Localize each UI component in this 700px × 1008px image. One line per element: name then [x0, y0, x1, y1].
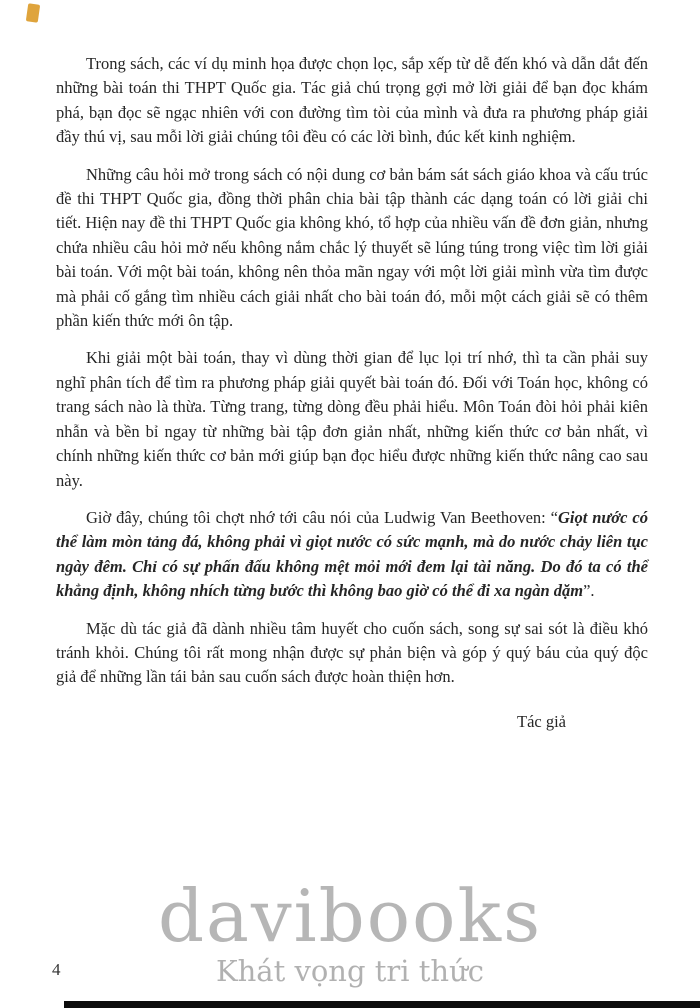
preface-content: [56, 52, 648, 734]
preface-paragraph-3: Khi giải một bài toán, thay vì dùng thời gian để lục lọi trí nhớ, thì ta cần phải suy nghĩ phân tích để tìm ra phương pháp giải quyết bài toán đó. Đối với Toán học, không có trang sách nào là thừa. Từng trang, từng dòng đều phải hiểu. Môn Toán đòi hỏi phải kiên nhẫn và bền bỉ ngay từ những bài tập đơn giản nhất, những kiến thức cơ bản nhất, vì chính những kiến thức cơ bản mới giúp bạn đọc hiểu được những kiến thức nâng cao sau này.: [56, 348, 648, 490]
quote-intro-text: Giờ đây, chúng tôi chợt nhớ tới câu nói của Ludwig Van Beethoven: “: [86, 507, 558, 527]
watermark-tagline: Khát vọng tri thức: [215, 954, 485, 988]
preface-paragraph-1: Trong sách, các ví dụ minh họa được chọn lọc, sắp xếp từ dễ đến khó và dẫn dắt đến những bài toán thi THPT Quốc gia. Tác giả chú trọng gợi mở lời giải để bạn đọc khám phá, bạn đọc sẽ ngạc nhiên với con đường tìm tòi của mình và đưa ra phương pháp giải đầy thú vị, sau mỗi lời giải chúng tôi đều có các lời bình, đúc kết kinh nghiệm.: [56, 54, 648, 147]
preface-paragraph-closing: Mặc dù tác giả đã dành nhiều tâm huyết cho cuốn sách, song sự sai sót là điều khó tránh khỏi. Chúng tôi rất mong nhận được sự phản biện và góp ý quý báu của quý độc giả để những lần tái bản sau cuốn sách được hoàn thiện hơn.: [56, 618, 648, 687]
preface-paragraph-quote: [56, 506, 648, 604]
watermark-brand: davibooks: [157, 874, 543, 958]
bottom-scan-bar: [64, 1001, 700, 1008]
quote-closing-mark: ”.: [583, 581, 595, 601]
watermark: [0, 874, 700, 988]
preface-paragraph-2: Những câu hỏi mở trong sách có nội dung cơ bản bám sát sách giáo khoa và cấu trúc đề thi THPT Quốc gia, đồng thời phân chia bài tập thành các dạng toán có lời giải chi tiết. Hiện nay đề thi THPT Quốc gia không khó, tổ hợp của nhiều vấn đề đơn giản, nhưng chứa nhiều câu hỏi mở nếu không nắm chắc lý thuyết sẽ lúng túng trong việc tìm lời giải bài toán. Với một bài toán, không nên thỏa mãn ngay với một lời giải mình vừa tìm được mà phải cố gắng tìm nhiều cách giải nhất cho bài toán đó, mỗi một cách giải sẽ có thêm phần kiến thức mới ôn tập.: [56, 164, 648, 331]
author-signature: Tác giả: [516, 711, 566, 731]
beethoven-quote-text: Giọt nước có thể làm mòn tảng đá, không phải vì giọt nước có sức mạnh, mà do nước chảy liên tục ngày đêm. Chỉ có sự phấn đấu không mệt mỏi mới đem lại tài năng. Do đó ta có thể khẳng định, không nhích từng bước thì không bao giờ có thể đi xa ngàn dặm: [56, 507, 648, 601]
page-number: 4: [52, 960, 61, 979]
scan-corner-mark: [26, 3, 40, 22]
